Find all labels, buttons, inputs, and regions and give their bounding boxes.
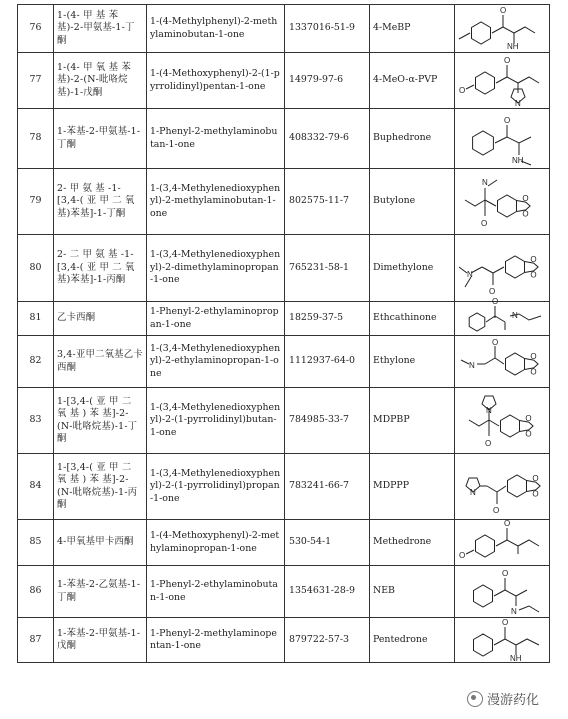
row-number: 81 xyxy=(18,302,54,336)
abbreviation: Pentedrone xyxy=(370,618,455,663)
chinese-name: 4-甲氧基甲卡西酮 xyxy=(54,520,147,566)
svg-text:N: N xyxy=(470,487,476,497)
butylone-structure xyxy=(455,169,550,235)
svg-text:O: O xyxy=(532,473,539,483)
svg-text:N: N xyxy=(486,405,492,415)
abbreviation: NEB xyxy=(370,566,455,618)
english-name: 1-(3,4-Methylenedioxyphenyl)-2-dimethylaminopropan-1-one xyxy=(147,235,285,302)
abbreviation: Buphedrone xyxy=(370,109,455,169)
chinese-name: 1-苯基-2-甲氨基-1-戊酮 xyxy=(54,618,147,663)
svg-text:NH: NH xyxy=(507,41,519,51)
table-row xyxy=(18,618,550,663)
row-number: 85 xyxy=(18,520,54,566)
table-row xyxy=(18,566,550,618)
chinese-name: 1-[3,4-( 亚 甲 二 氧 基 ) 苯 基]-2-(N-吡咯烷基)-1-丁酮 xyxy=(54,388,147,454)
abbreviation: Methedrone xyxy=(370,520,455,566)
english-name: 1-(3,4-Methylenedioxyphenyl)-2-(1-pyrrolidinyl)butan-1-one xyxy=(147,388,285,454)
table-row xyxy=(18,169,550,235)
cas-number: 1112937-64-0 xyxy=(285,336,370,388)
svg-text:N: N xyxy=(512,310,518,320)
table-row xyxy=(18,53,550,109)
methedrone-structure xyxy=(455,520,550,566)
chinese-name: 2- 甲 氨 基 -1-[3,4-( 亚 甲 二 氧基)苯基]-1-丁酮 xyxy=(54,169,147,235)
table-row xyxy=(18,5,550,53)
english-name: 1-Phenyl-2-methylaminobutan-1-one xyxy=(147,109,285,169)
table-row xyxy=(18,388,550,454)
svg-text:O: O xyxy=(492,337,499,347)
dimethylone-structure xyxy=(455,235,550,302)
chinese-name: 1-苯基-2-甲氨基-1-丁酮 xyxy=(54,109,147,169)
cas-number: 18259-37-5 xyxy=(285,302,370,336)
chinese-name: 2- 二 甲 氨 基 -1-[3,4-( 亚 甲 二 氧基)苯基]-1-丙酮 xyxy=(54,235,147,302)
cas-number: 408332-79-6 xyxy=(285,109,370,169)
abbreviation: Dimethylone xyxy=(370,235,455,302)
svg-text:O: O xyxy=(485,438,492,448)
cas-number: 879722-57-3 xyxy=(285,618,370,663)
chinese-name: 1-[3,4-( 亚 甲 二 氧 基 ) 苯 基]-2-(N-吡咯烷基)-1-丙酮 xyxy=(54,454,147,520)
english-name: 1-Phenyl-2-methylaminopentan-1-one xyxy=(147,618,285,663)
row-number: 76 xyxy=(18,5,54,53)
svg-text:O: O xyxy=(525,413,532,423)
svg-text:O: O xyxy=(525,428,532,438)
row-number: 86 xyxy=(18,566,54,618)
cas-number: 783241-66-7 xyxy=(285,454,370,520)
svg-text:N: N xyxy=(469,360,475,370)
english-name: 1-(3,4-Methylenedioxyphenyl)-2-methylaminobutan-1-one xyxy=(147,169,285,235)
svg-text:NH: NH xyxy=(512,155,524,165)
abbreviation: Ethylone xyxy=(370,336,455,388)
svg-text:N: N xyxy=(511,606,517,616)
wechat-logo-icon xyxy=(467,691,483,707)
neb-structure xyxy=(455,566,550,618)
row-number: 80 xyxy=(18,235,54,302)
watermark xyxy=(464,688,542,709)
ethylone-structure xyxy=(455,336,550,388)
cas-number: 784985-33-7 xyxy=(285,388,370,454)
ethcathinone-structure xyxy=(455,296,550,336)
svg-text:O: O xyxy=(530,270,537,280)
english-name: 1-(4-Methoxyphenyl)-2-methylaminopropan-1-one xyxy=(147,520,285,566)
english-name: 1-(4-Methylphenyl)-2-methylaminobutan-1-one xyxy=(147,5,285,53)
english-name: 1-(4-Methoxyphenyl)-2-(1-pyrrolidinyl)pentan-1-one xyxy=(147,53,285,109)
chinese-name: 1-(4- 甲 基 苯 基)-2-甲氨基-1-丁酮 xyxy=(54,5,147,53)
cas-number: 802575-11-7 xyxy=(285,169,370,235)
chinese-name: 1-(4- 甲 氧 基 苯 基)-2-(N-吡咯烷基)-1-戊酮 xyxy=(54,53,147,109)
english-name: 1-Phenyl-2-ethylaminopropan-1-one xyxy=(147,302,285,336)
cas-number: 1354631-28-9 xyxy=(285,566,370,618)
abbreviation: 4-MeO-α-PVP xyxy=(370,53,455,109)
abbreviation: Ethcathinone xyxy=(370,302,455,336)
abbreviation: 4-MeBP xyxy=(370,5,455,53)
row-number: 79 xyxy=(18,169,54,235)
row-number: 83 xyxy=(18,388,54,454)
svg-text:O: O xyxy=(504,55,511,65)
svg-text:O: O xyxy=(504,518,511,528)
row-number: 78 xyxy=(18,109,54,169)
row-number: 87 xyxy=(18,618,54,663)
table-row xyxy=(18,235,550,302)
svg-text:O: O xyxy=(532,488,539,498)
svg-text:O: O xyxy=(530,255,537,265)
table-row xyxy=(18,520,550,566)
row-number: 82 xyxy=(18,336,54,388)
table-row xyxy=(18,454,550,520)
svg-text:O: O xyxy=(481,218,488,228)
row-number: 77 xyxy=(18,53,54,109)
svg-text:N: N xyxy=(515,98,521,108)
pentedrone-structure xyxy=(455,618,550,663)
svg-text:O: O xyxy=(459,550,466,560)
svg-text:N: N xyxy=(482,177,488,187)
abbreviation: MDPPP xyxy=(370,454,455,520)
svg-text:O: O xyxy=(493,505,500,515)
mdppp-structure xyxy=(455,454,550,520)
cas-number: 14979-97-6 xyxy=(285,53,370,109)
svg-text:O: O xyxy=(530,351,537,361)
4-meo-pvp-structure xyxy=(455,53,550,109)
svg-text:O: O xyxy=(504,115,511,125)
svg-text:O: O xyxy=(492,296,499,306)
english-name: 1-(3,4-Methylenedioxyphenyl)-2-(1-pyrrolidinyl)propan-1-one xyxy=(147,454,285,520)
svg-text:O: O xyxy=(522,208,529,218)
chinese-name: 乙卡西酮 xyxy=(54,302,147,336)
abbreviation: Butylone xyxy=(370,169,455,235)
table-row xyxy=(18,109,550,169)
svg-text:O: O xyxy=(459,85,466,95)
chinese-name: 3,4-亚甲二氧基乙卡西酮 xyxy=(54,336,147,388)
svg-text:O: O xyxy=(500,5,507,15)
svg-text:O: O xyxy=(530,366,537,376)
english-name: 1-(3,4-Methylenedioxyphenyl)-2-ethylaminopropan-1-one xyxy=(147,336,285,388)
svg-text:O: O xyxy=(489,287,496,296)
table-row xyxy=(18,336,550,388)
abbreviation: MDPBP xyxy=(370,388,455,454)
buphedrone-structure xyxy=(455,109,550,169)
chinese-name: 1-苯基-2-乙氨基-1-丁酮 xyxy=(54,566,147,618)
table-row xyxy=(18,302,550,336)
svg-text:O: O xyxy=(502,568,509,578)
cas-number: 1337016-51-9 xyxy=(285,5,370,53)
mdpbp-structure xyxy=(455,388,550,454)
svg-text:NH: NH xyxy=(510,654,522,663)
svg-text:N: N xyxy=(467,270,473,279)
cas-number: 765231-58-1 xyxy=(285,235,370,302)
svg-text:O: O xyxy=(522,193,529,203)
4-mebp-structure xyxy=(455,5,550,53)
compound-table xyxy=(17,4,550,663)
row-number: 84 xyxy=(18,454,54,520)
watermark-text: 漫游药化 xyxy=(486,693,539,708)
cas-number: 530-54-1 xyxy=(285,520,370,566)
english-name: 1-Phenyl-2-ethylaminobutan-1-one xyxy=(147,566,285,618)
svg-text:O: O xyxy=(502,618,509,627)
